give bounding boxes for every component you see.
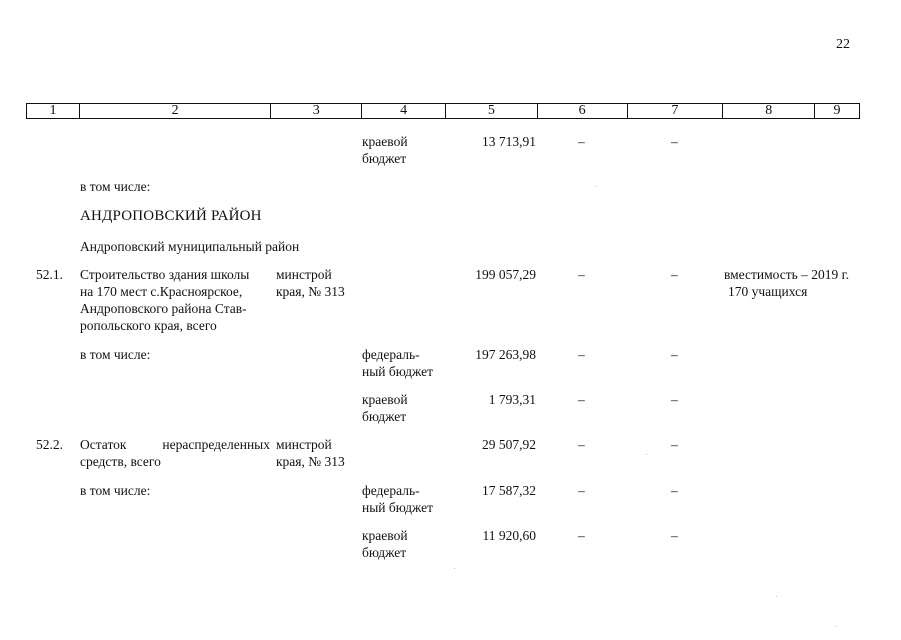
funding-source: федераль- ный бюджет	[362, 347, 434, 379]
responsible-body: минстрой края, № 313	[276, 437, 345, 469]
amount-cell: 11 920,60	[482, 528, 536, 543]
scan-speck	[776, 596, 777, 597]
amount-cell: 1 793,31	[488, 392, 536, 407]
funding-source: краевой бюджет	[362, 528, 408, 560]
including-label: в том числе:	[80, 483, 151, 498]
col6-cell: –	[578, 483, 585, 498]
header-col-6: 6	[538, 104, 628, 118]
item-description: Остаток нераспределенных средств, всего	[80, 437, 270, 469]
col6-cell: –	[578, 134, 585, 149]
item-description: Строительство здания школы на 170 мест с.Красноярское, Андроповского района Став- ропольского края, всего	[80, 267, 250, 333]
col7-cell: –	[671, 267, 678, 282]
col7-cell: –	[671, 528, 678, 543]
col7-cell: –	[671, 437, 678, 452]
scan-speck	[646, 454, 647, 455]
col6-cell: –	[578, 347, 585, 362]
page-number: 22	[836, 37, 850, 52]
col7-cell: –	[671, 483, 678, 498]
amount-cell: 197 263,98	[475, 347, 536, 362]
funding-source: федераль- ный бюджет	[362, 483, 434, 515]
col7-cell: –	[671, 347, 678, 362]
funding-source: краевой бюджет	[362, 392, 408, 424]
col6-cell: –	[578, 392, 585, 407]
header-col-3: 3	[271, 104, 362, 118]
amount-cell: 17 587,32	[482, 483, 536, 498]
header-col-5: 5	[446, 104, 538, 118]
col6-cell: –	[578, 267, 585, 282]
amount-cell: 13 713,91	[482, 134, 536, 149]
table-header	[26, 103, 860, 119]
scan-speck	[596, 186, 597, 187]
header-col-9: 9	[833, 103, 841, 118]
header-col-4: 4	[362, 104, 446, 118]
header-col-8: 8	[723, 104, 815, 118]
funding-source: краевой бюджет	[362, 134, 408, 166]
col7-cell: –	[671, 392, 678, 407]
item-number: 52.1.	[36, 267, 63, 282]
col6-cell: –	[578, 437, 585, 452]
header-col-1: 1	[27, 104, 80, 118]
item-number: 52.2.	[36, 437, 63, 452]
scan-speck	[836, 626, 837, 627]
col6-cell: –	[578, 528, 585, 543]
capacity-note: вместимость – 2019 г. 170 учащихся	[724, 267, 850, 299]
amount-cell: 199 057,29	[475, 267, 536, 282]
header-col-2: 2	[80, 104, 272, 118]
col7-cell: –	[671, 134, 678, 149]
scan-speck	[454, 568, 455, 569]
amount-cell: 29 507,92	[482, 437, 536, 452]
including-label: в том числе:	[80, 347, 151, 362]
responsible-body: минстрой края, № 313	[276, 267, 345, 299]
header-col-7: 7	[628, 104, 724, 118]
